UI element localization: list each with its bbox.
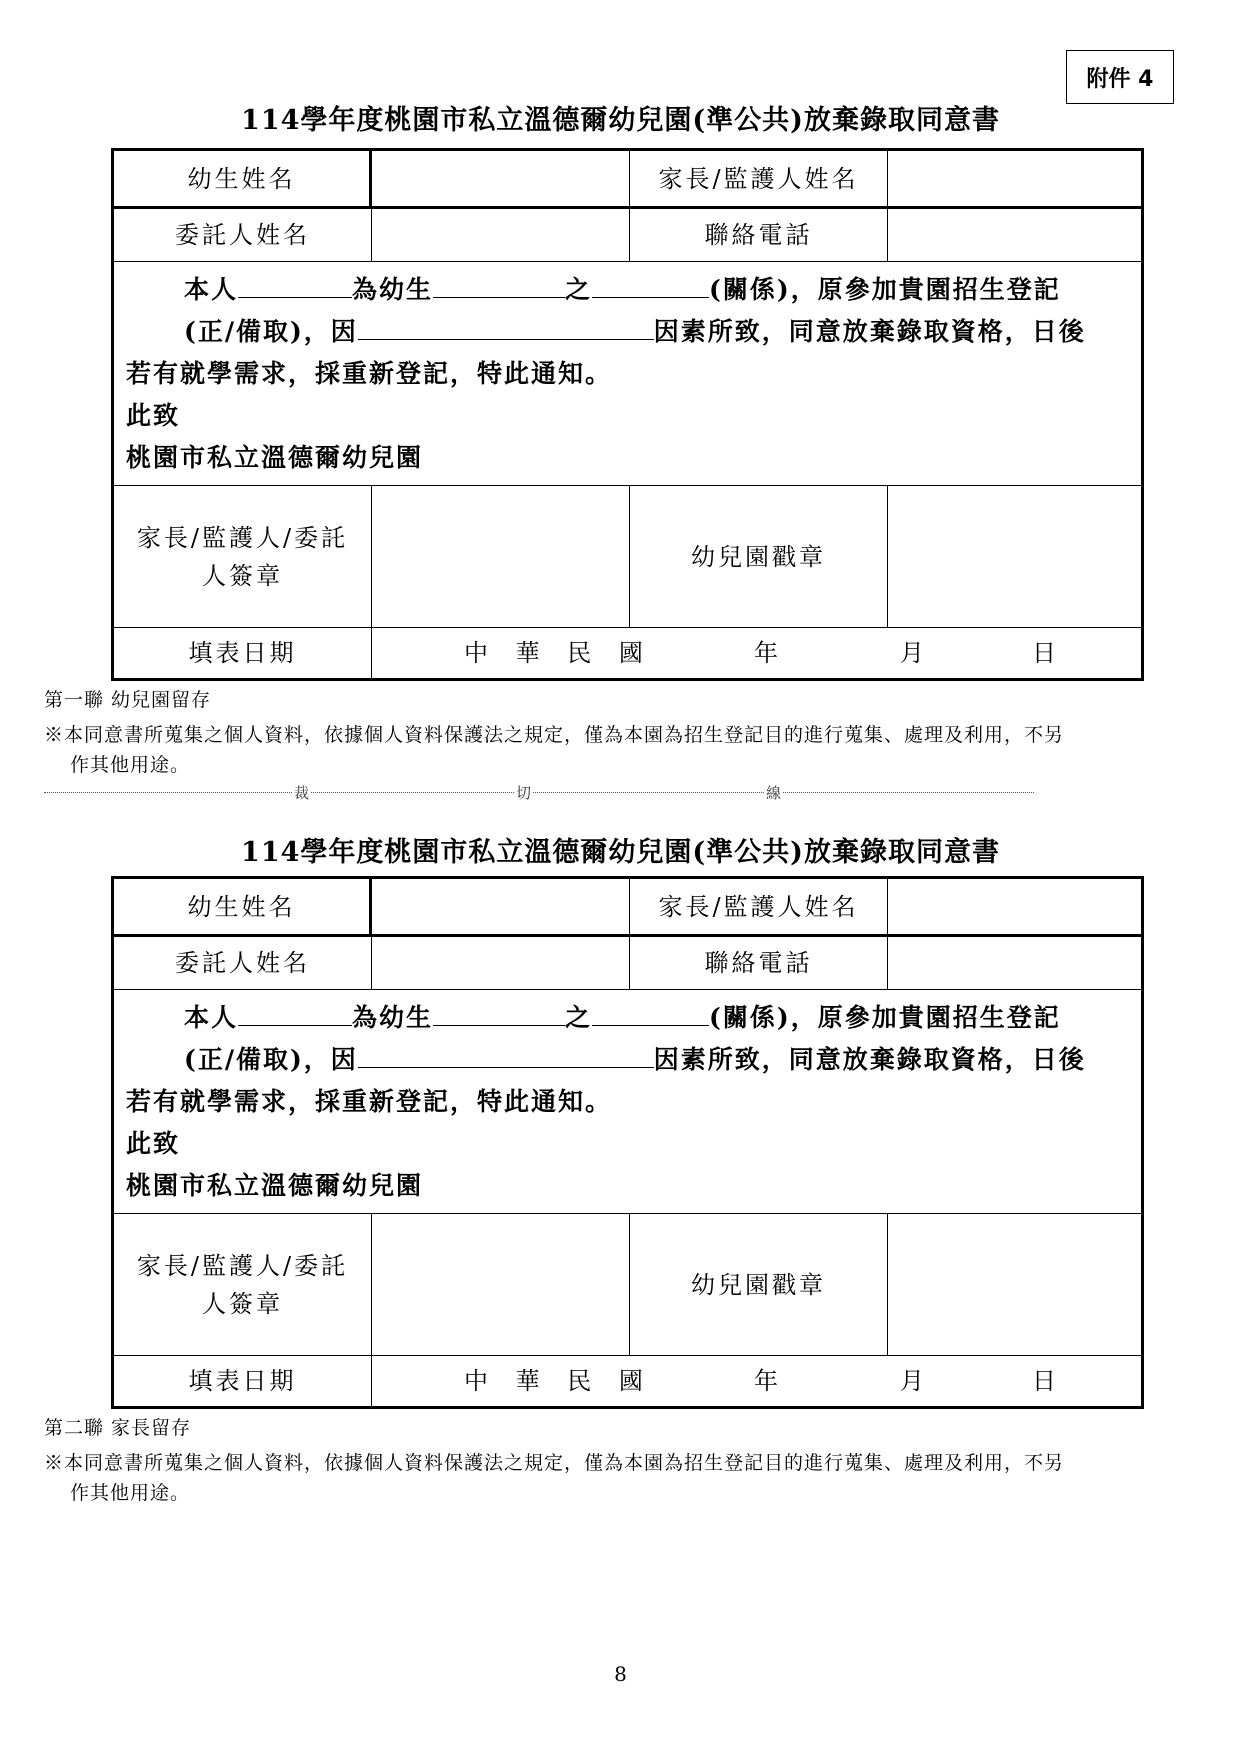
page-number: 8 — [614, 1662, 627, 1686]
row-child-parent — [114, 879, 1141, 934]
statement-block — [114, 262, 1141, 485]
cut-char-3: 線 — [766, 784, 782, 802]
date-day: 日 — [1032, 1367, 1059, 1395]
cut-char-2: 切 — [516, 784, 532, 802]
parent-name-field[interactable] — [888, 879, 1141, 934]
delegate-name-label: 委託人姓名 — [114, 937, 372, 989]
statement-recipient: 桃園市私立溫德爾幼兒園 — [126, 1171, 424, 1200]
child-name-label: 幼生姓名 — [114, 879, 372, 934]
statement-admission-type: (正/備取)，因 — [184, 317, 358, 346]
parent-name-label: 家長/監護人姓名 — [630, 151, 888, 206]
child-name-label: 幼生姓名 — [114, 151, 372, 206]
phone-field[interactable] — [888, 209, 1141, 261]
delegate-name-field[interactable] — [372, 209, 630, 261]
date-month: 月 — [900, 1367, 927, 1395]
statement-for-child: 為幼生 — [352, 275, 434, 304]
statement-recipient: 桃園市私立溫德爾幼兒園 — [126, 443, 424, 472]
date-era: 中 華 民 國 — [464, 639, 653, 667]
blank-reason[interactable] — [358, 1041, 654, 1068]
row-fill-date — [114, 1356, 1141, 1406]
privacy-note: ※本同意書所蒐集之個人資料，依據個人資料保護法之規定，僅為本園為招生登記目的進行蒐集、處理及利用，不另 — [44, 1452, 1065, 1474]
row-fill-date — [114, 628, 1141, 678]
fill-date-field[interactable] — [372, 1356, 1141, 1406]
statement-admission-type: (正/備取)，因 — [184, 1045, 358, 1074]
date-day: 日 — [1032, 639, 1059, 667]
stamp-label: 幼兒園戳章 — [630, 1214, 888, 1355]
form-title: 114學年度桃園市私立溫德爾幼兒園(準公共)放棄錄取同意書 — [241, 837, 1000, 868]
parent-name-label: 家長/監護人姓名 — [630, 879, 888, 934]
statement-relation: (關係)，原參加貴園招生登記 — [709, 275, 1061, 304]
statement-self: 本人 — [184, 1003, 239, 1032]
signature-field[interactable] — [372, 1214, 630, 1355]
statement-block — [114, 990, 1141, 1213]
row-child-parent — [114, 151, 1141, 206]
blank-relation[interactable] — [592, 999, 709, 1026]
cut-line — [44, 782, 1034, 804]
signature-label: 家長/監護人/委託人簽章 — [114, 1214, 372, 1355]
phone-field[interactable] — [888, 937, 1141, 989]
row-signature-stamp — [114, 1214, 1141, 1355]
date-era: 中 華 民 國 — [464, 1367, 653, 1395]
statement-of: 之 — [565, 1003, 593, 1032]
stamp-field[interactable] — [888, 486, 1141, 627]
stamp-field[interactable] — [888, 1214, 1141, 1355]
row-delegate-phone — [114, 937, 1141, 989]
row-delegate-phone — [114, 209, 1141, 261]
statement-line-3: 若有就學需求，採重新登記，特此通知。 — [126, 1087, 613, 1116]
statement-for-child: 為幼生 — [352, 1003, 434, 1032]
blank-child-name[interactable] — [433, 999, 565, 1026]
blank-self-name[interactable] — [238, 271, 352, 298]
consent-form-copy-1 — [111, 148, 1144, 681]
statement-consent: 因素所致，同意放棄錄取資格，日後 — [653, 1045, 1086, 1074]
date-month: 月 — [900, 639, 927, 667]
row-signature-stamp — [114, 486, 1141, 627]
stamp-label: 幼兒園戳章 — [630, 486, 888, 627]
blank-self-name[interactable] — [238, 999, 352, 1026]
attachment-label: 附件 4 — [1066, 50, 1174, 104]
statement-relation: (關係)，原參加貴園招生登記 — [709, 1003, 1061, 1032]
privacy-note-cont: 作其他用途。 — [70, 1482, 191, 1504]
fill-date-label: 填表日期 — [114, 628, 372, 678]
consent-form-copy-2 — [111, 876, 1144, 1409]
parent-name-field[interactable] — [888, 151, 1141, 206]
privacy-note-cont: 作其他用途。 — [70, 754, 191, 776]
phone-label: 聯絡電話 — [630, 937, 888, 989]
statement-consent: 因素所致，同意放棄錄取資格，日後 — [653, 317, 1086, 346]
blank-reason[interactable] — [358, 313, 654, 340]
statement-salutation: 此致 — [126, 1129, 181, 1158]
form-title: 114學年度桃園市私立溫德爾幼兒園(準公共)放棄錄取同意書 — [241, 105, 1000, 136]
signature-field[interactable] — [372, 486, 630, 627]
blank-relation[interactable] — [592, 271, 709, 298]
privacy-note: ※本同意書所蒐集之個人資料，依據個人資料保護法之規定，僅為本園為招生登記目的進行蒐集、處理及利用，不另 — [44, 724, 1065, 746]
child-name-field[interactable] — [372, 879, 630, 934]
cut-char-1: 裁 — [294, 784, 310, 802]
fill-date-field[interactable] — [372, 628, 1141, 678]
delegate-name-field[interactable] — [372, 937, 630, 989]
copy-1-label: 第一聯 幼兒園留存 — [44, 689, 212, 711]
signature-label: 家長/監護人/委託人簽章 — [114, 486, 372, 627]
delegate-name-label: 委託人姓名 — [114, 209, 372, 261]
copy-2-label: 第二聯 家長留存 — [44, 1417, 192, 1439]
statement-salutation: 此致 — [126, 401, 181, 430]
statement-self: 本人 — [184, 275, 239, 304]
date-year: 年 — [754, 639, 781, 667]
child-name-field[interactable] — [372, 151, 630, 206]
fill-date-label: 填表日期 — [114, 1356, 372, 1406]
statement-line-3: 若有就學需求，採重新登記，特此通知。 — [126, 359, 613, 388]
phone-label: 聯絡電話 — [630, 209, 888, 261]
statement-of: 之 — [565, 275, 593, 304]
blank-child-name[interactable] — [433, 271, 565, 298]
date-year: 年 — [754, 1367, 781, 1395]
